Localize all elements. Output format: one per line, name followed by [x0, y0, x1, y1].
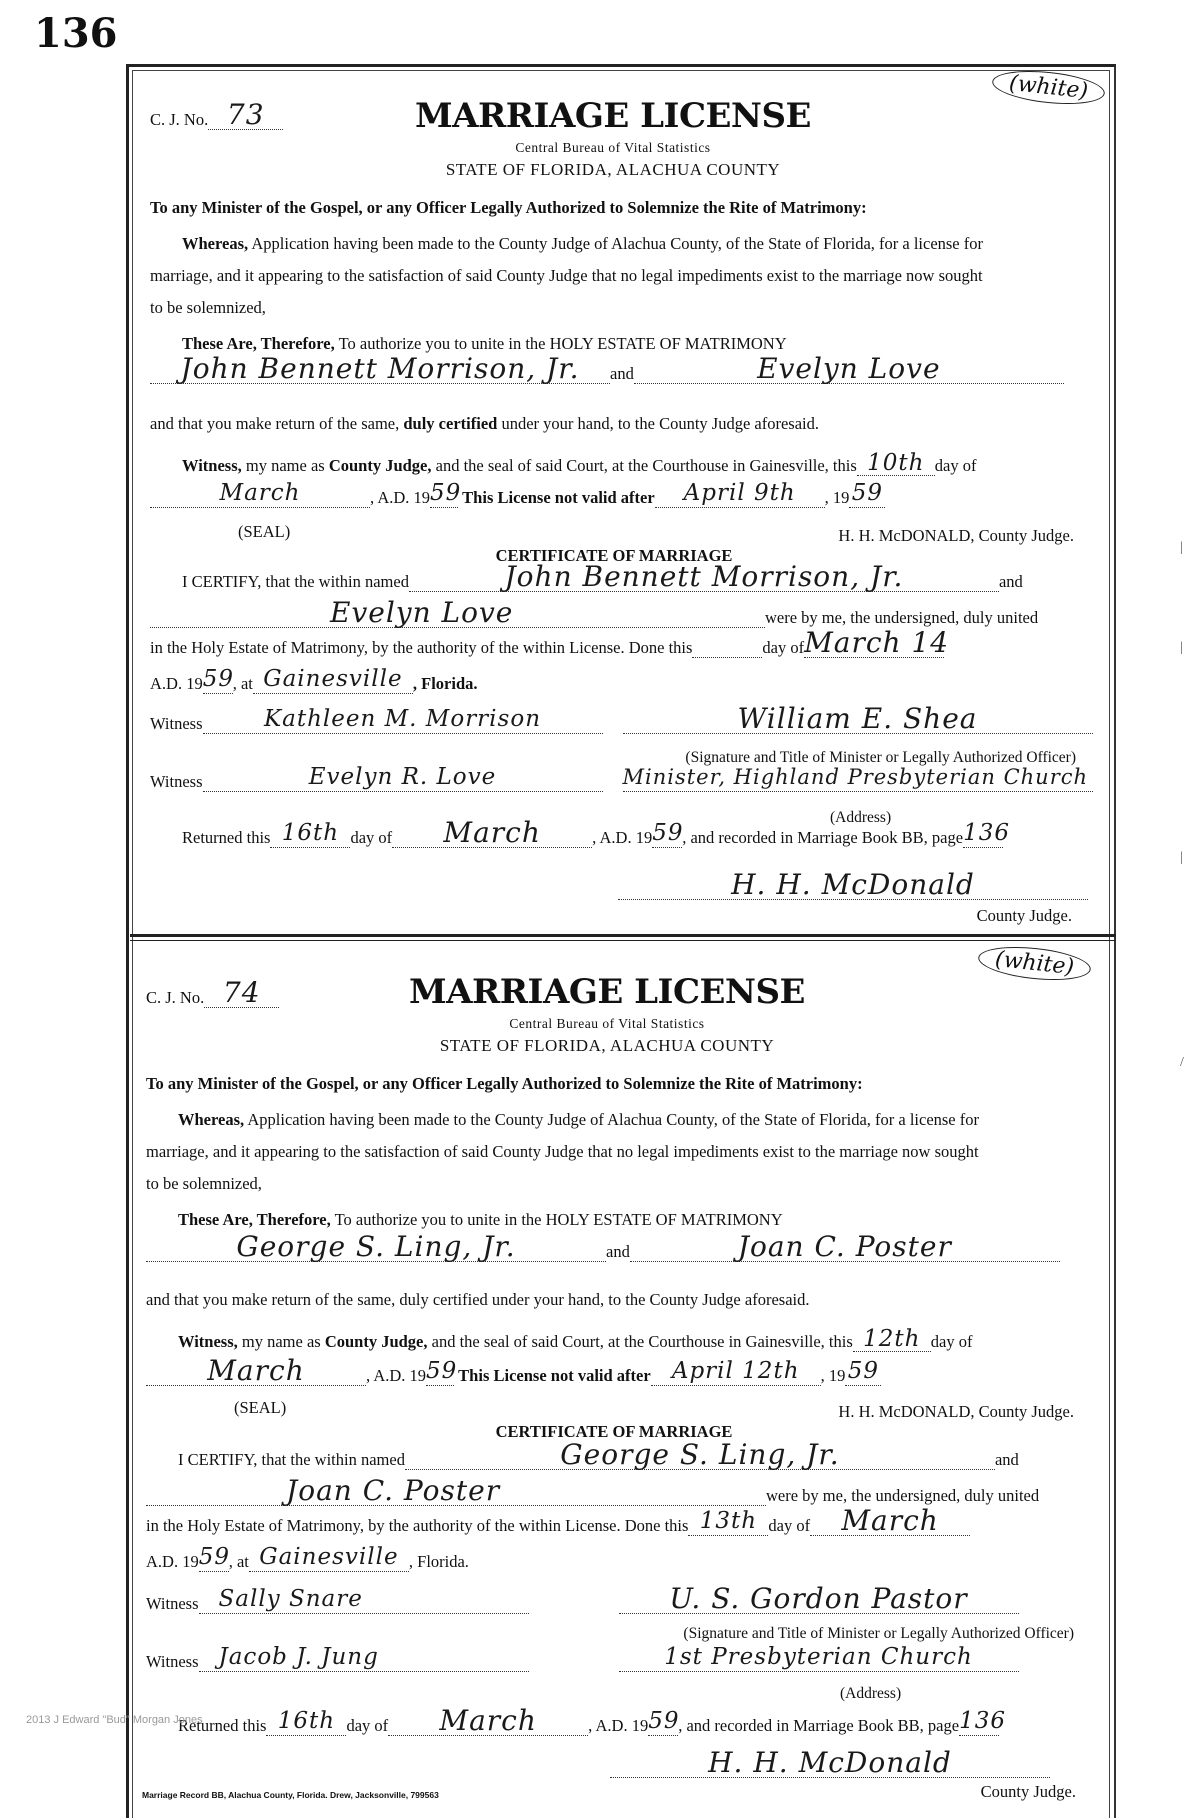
- certificate-title: CERTIFICATE OF MARRIAGE: [495, 1422, 733, 1441]
- done-place: Gainesville: [253, 664, 413, 694]
- done-year: 59: [198, 1544, 230, 1570]
- certify-line: I CERTIFY, that the within named John Bennett Morrison, Jr. and: [182, 560, 1023, 593]
- bride-name: Evelyn Love: [634, 354, 1064, 384]
- certificate-title: CERTIFICATE OF MARRIAGE: [495, 546, 733, 565]
- marriage-license-73: [138, 72, 1088, 938]
- groom-name: George S. Ling, Jr.: [146, 1232, 606, 1262]
- state-subtitle: STATE OF FLORIDA, ALACHUA COUNTY: [439, 1036, 775, 1055]
- edge-mark: |: [1180, 640, 1183, 655]
- cj-number: 74: [204, 978, 279, 1008]
- certify-line: I CERTIFY, that the within named George S. Ling, Jr. and: [178, 1438, 1019, 1471]
- returned-day: 16th: [270, 818, 350, 848]
- license-title: MARRIAGE LICENSE: [415, 96, 811, 136]
- date-valid-line: March , A.D. 1959 This License not valid after April 9th , 19 59: [150, 478, 1078, 508]
- officer-address: 1st Presbyterian Church: [619, 1642, 1019, 1672]
- done-day: 13th: [688, 1506, 768, 1536]
- edge-mark: /: [1180, 1055, 1184, 1070]
- valid-until: April 12th: [651, 1356, 821, 1386]
- returned-day: 16th: [266, 1706, 346, 1736]
- witness2-sig: Jacob J. Jung: [199, 1642, 529, 1672]
- cert-bride: Evelyn Love: [150, 598, 765, 628]
- issue-day: 10th: [857, 450, 935, 476]
- white-note: (white): [991, 66, 1107, 109]
- state-subtitle: STATE OF FLORIDA, ALACHUA COUNTY: [445, 160, 781, 179]
- done-month: March 14: [804, 626, 950, 659]
- edge-mark: |: [1180, 540, 1183, 555]
- witness1-sig: Sally Snare: [199, 1584, 529, 1614]
- cj-number: 73: [208, 100, 283, 130]
- issue-month: March: [150, 478, 370, 508]
- witness1-sig: Kathleen M. Morrison: [203, 704, 603, 734]
- edge-mark: |: [1180, 850, 1183, 865]
- parties-line: [150, 354, 1078, 384]
- judge-sig-row: [150, 870, 1078, 900]
- united-line: Evelyn Love were by me, the undersigned, duly united: [150, 598, 1078, 628]
- white-note: (white): [977, 942, 1093, 985]
- judge-sig-row: [150, 1748, 1078, 1778]
- seal-label: (SEAL): [234, 1398, 287, 1417]
- return-line: and that you make return of the same, duly certified under your hand, to the County Judge aforesaid.: [146, 1290, 810, 1309]
- county-judge-label: County Judge.: [976, 906, 1072, 925]
- seal-label: (SEAL): [238, 522, 291, 541]
- return-line: and that you make return of the same, duly certified under your hand, to the County Judge aforesaid.: [150, 414, 820, 433]
- address-caption: (Address): [840, 1685, 902, 1702]
- record-page: 136: [963, 820, 1010, 846]
- witness2-row: Witness Evelyn R. Love Minister, Highland Presbyterian Church: [150, 762, 1078, 792]
- date-valid-line: March , A.D. 1959 This License not valid after April 12th , 19 59: [146, 1356, 1078, 1386]
- returned-month: March: [388, 1706, 588, 1736]
- witness-seal-line: Witness, my name as County Judge, and the seal of said Court, at the Courthouse in Gainesville, this 10th day of: [182, 450, 977, 476]
- and-label: and: [606, 1242, 630, 1261]
- issue-day: 12th: [853, 1326, 931, 1352]
- valid-year: 59: [845, 1356, 881, 1386]
- witness2-sig: Evelyn R. Love: [203, 762, 603, 792]
- returned-month: March: [392, 818, 592, 848]
- officer-address: Minister, Highland Presbyterian Church: [623, 762, 1093, 792]
- issue-month: March: [146, 1356, 366, 1386]
- valid-until: April 9th: [655, 478, 825, 508]
- record-page: 136: [959, 1708, 1006, 1734]
- valid-year: 59: [849, 478, 885, 508]
- address-caption: (Address): [830, 809, 892, 826]
- cert-groom: John Bennett Morrison, Jr.: [409, 562, 999, 592]
- marriage-license-74: [138, 946, 1088, 1818]
- address-line: To any Minister of the Gospel, or any Officer Legally Authorized to Solemnize the Rite of Matrimony:: [146, 1074, 863, 1093]
- parties-line: [146, 1232, 1078, 1262]
- and-label: and: [610, 364, 634, 383]
- these-are-line: These Are, Therefore, To authorize you to unite in the HOLY ESTATE OF MATRIMONY: [178, 1210, 783, 1229]
- holy-estate-line: in the Holy Estate of Matrimony, by the authority of the within License. Done this 13th day of March: [146, 1506, 1078, 1536]
- cj-label: C. J. No.: [150, 110, 209, 129]
- issue-year: 59: [426, 1358, 458, 1384]
- done-day: [692, 636, 762, 658]
- judge-signature: H. H. McDonald: [610, 1748, 1050, 1778]
- these-are-line: These Are, Therefore, To authorize you to unite in the HOLY ESTATE OF MATRIMONY: [182, 334, 787, 353]
- judge-signature: H. H. McDonald: [618, 870, 1088, 900]
- ad-place-line: A.D. 1959, at Gainesville , Florida.: [150, 666, 478, 693]
- watermark: 2013 J Edward "Bud" Morgan Jones: [26, 1714, 203, 1726]
- done-year: 59: [202, 666, 234, 692]
- judge-name: H. H. McDONALD, County Judge.: [838, 1402, 1074, 1421]
- bureau-subtitle: Central Bureau of Vital Statistics: [509, 1016, 705, 1031]
- cert-bride: Joan C. Poster: [146, 1476, 766, 1506]
- officer-sig: U. S. Gordon Pastor: [619, 1584, 1019, 1614]
- footer-print: Marriage Record BB, Alachua County, Florida. Drew, Jacksonville, 799563: [142, 1790, 439, 1800]
- done-month: March: [810, 1506, 970, 1536]
- bride-name: Joan C. Poster: [630, 1232, 1060, 1262]
- returned-year: 59: [648, 1708, 680, 1734]
- whereas-line-3: to be solemnized,: [146, 1174, 262, 1193]
- returned-line: Returned this 16th day of March , A.D. 1959, and recorded in Marriage Book BB, page136: [182, 816, 1010, 849]
- whereas-line-2: marriage, and it appearing to the satisfaction of said County Judge that no legal impediments exist to the marriage now sought: [150, 266, 983, 285]
- cj-label: C. J. No.: [146, 988, 205, 1007]
- sig-caption: (Signature and Title of Minister or Legally Authorized Officer): [685, 749, 1076, 766]
- bureau-subtitle: Central Bureau of Vital Statistics: [515, 140, 711, 155]
- witness-seal-line: Witness, my name as County Judge, and the seal of said Court, at the Courthouse in Gainesville, this 12th day of: [178, 1326, 973, 1352]
- issue-year: 59: [430, 480, 462, 506]
- witness2-row: Witness Jacob J. Jung 1st Presbyterian Church: [146, 1642, 1078, 1672]
- page-number: 136: [34, 10, 118, 57]
- judge-name: H. H. McDONALD, County Judge.: [838, 526, 1074, 545]
- united-line: Joan C. Poster were by me, the undersigned, duly united: [146, 1476, 1078, 1506]
- license-title: MARRIAGE LICENSE: [409, 972, 805, 1012]
- returned-line: Returned this 16th day of March , A.D. 1959, and recorded in Marriage Book BB, page136: [178, 1704, 1006, 1737]
- county-judge-label: County Judge.: [980, 1782, 1076, 1801]
- holy-estate-line: in the Holy Estate of Matrimony, by the authority of the within License. Done this day ofMarch 14: [150, 626, 950, 659]
- officer-sig: William E. Shea: [623, 704, 1093, 734]
- cert-groom: George S. Ling, Jr.: [405, 1440, 995, 1470]
- whereas-line-3: to be solemnized,: [150, 298, 266, 317]
- groom-name: John Bennett Morrison, Jr.: [150, 354, 610, 384]
- witness1-row: Witness Kathleen M. Morrison William E. Shea: [150, 704, 1078, 734]
- returned-year: 59: [652, 820, 684, 846]
- whereas-line-1: Whereas, Application having been made to the County Judge of Alachua County, of the State of Florida, for a license for: [178, 1110, 979, 1129]
- whereas-line-2: marriage, and it appearing to the satisfaction of said County Judge that no legal impediments exist to the marriage now sought: [146, 1142, 979, 1161]
- ad-place-line: A.D. 1959, at Gainesville , Florida.: [146, 1544, 469, 1571]
- witness1-row: Witness Sally Snare U. S. Gordon Pastor: [146, 1584, 1078, 1614]
- sig-caption: (Signature and Title of Minister or Legally Authorized Officer): [683, 1625, 1074, 1642]
- whereas-line-1: Whereas, Application having been made to the County Judge of Alachua County, of the State of Florida, for a license for: [182, 234, 983, 253]
- done-place: Gainesville: [249, 1542, 409, 1572]
- section-divider-thin: [130, 940, 1116, 941]
- address-line: To any Minister of the Gospel, or any Officer Legally Authorized to Solemnize the Rite of Matrimony:: [150, 198, 867, 217]
